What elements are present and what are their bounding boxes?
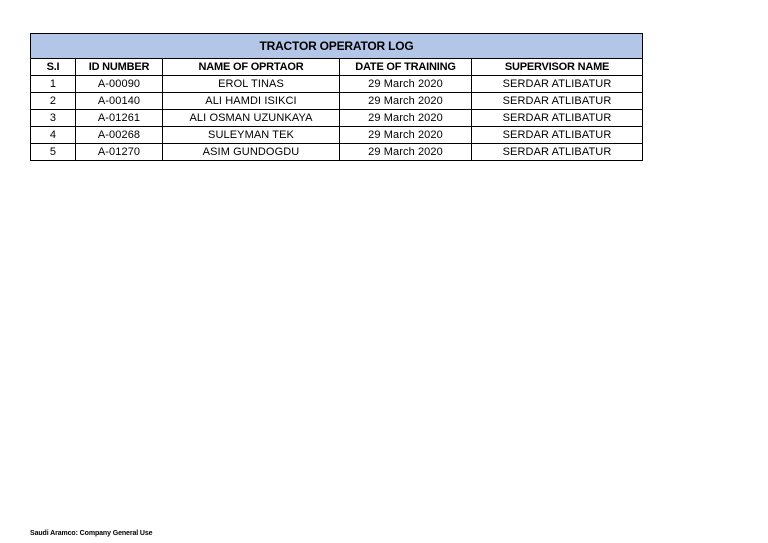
column-header-training-date: DATE OF TRAINING [340,59,472,76]
cell-id-number: A-00140 [76,93,163,110]
cell-si: 5 [31,144,76,161]
cell-supervisor-name: SERDAR ATLIBATUR [472,93,643,110]
operator-log-table [30,33,643,161]
column-header-id-number: ID NUMBER [76,59,163,76]
cell-id-number: A-01261 [76,110,163,127]
title-row [31,34,643,59]
table-row [31,93,643,110]
cell-supervisor-name: SERDAR ATLIBATUR [472,144,643,161]
column-header-si: S.I [31,59,76,76]
cell-training-date: 29 March 2020 [340,127,472,144]
table-row [31,144,643,161]
cell-supervisor-name: SERDAR ATLIBATUR [472,127,643,144]
cell-training-date: 29 March 2020 [340,144,472,161]
column-header-operator-name: NAME OF OPRTAOR [163,59,340,76]
column-header-supervisor-name: SUPERVISOR NAME [472,59,643,76]
cell-si: 4 [31,127,76,144]
cell-id-number: A-00090 [76,76,163,93]
cell-operator-name: ALI OSMAN UZUNKAYA [163,110,340,127]
cell-operator-name: SULEYMAN TEK [163,127,340,144]
cell-si: 1 [31,76,76,93]
cell-id-number: A-00268 [76,127,163,144]
table-title: TRACTOR OPERATOR LOG [31,34,643,59]
table-row [31,110,643,127]
cell-si: 3 [31,110,76,127]
cell-operator-name: ASIM GUNDOGDU [163,144,340,161]
cell-si: 2 [31,93,76,110]
classification-footer: Saudi Aramco: Company General Use [30,530,153,537]
cell-operator-name: ALI HAMDI ISIKCI [163,93,340,110]
header-row [31,59,643,76]
table-row [31,127,643,144]
cell-training-date: 29 March 2020 [340,76,472,93]
cell-training-date: 29 March 2020 [340,110,472,127]
cell-id-number: A-01270 [76,144,163,161]
cell-supervisor-name: SERDAR ATLIBATUR [472,110,643,127]
table-row [31,76,643,93]
cell-supervisor-name: SERDAR ATLIBATUR [472,76,643,93]
cell-operator-name: EROL TINAS [163,76,340,93]
cell-training-date: 29 March 2020 [340,93,472,110]
